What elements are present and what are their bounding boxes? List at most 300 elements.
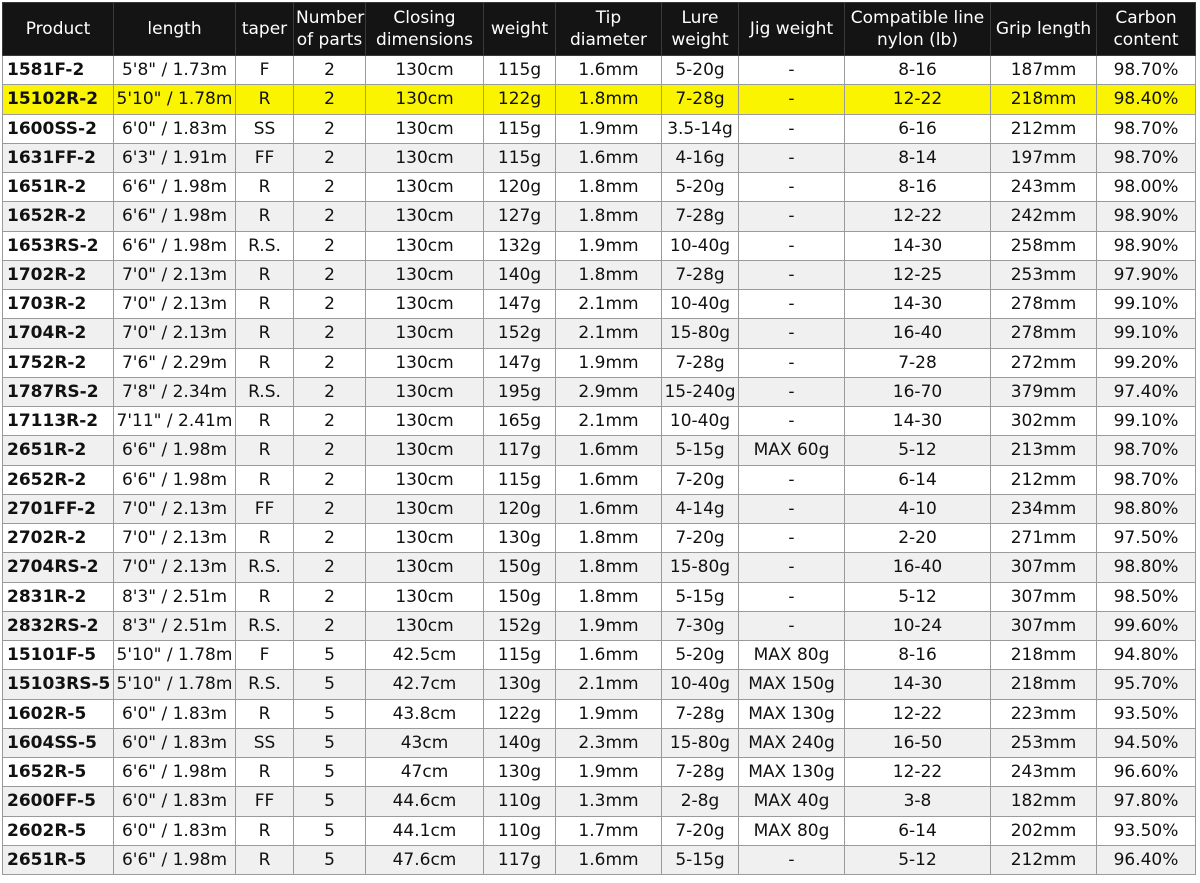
cell-lure-weight: 4-16g	[662, 143, 739, 172]
cell-taper: R	[236, 699, 294, 728]
cell-carbon-content: 97.90%	[1097, 260, 1196, 289]
cell-weight: 120g	[484, 173, 556, 202]
cell-weight: 152g	[484, 611, 556, 640]
cell-lure-weight: 5-20g	[662, 173, 739, 202]
cell-line-rating: 6-16	[845, 114, 991, 143]
cell-grip-length: 307mm	[991, 553, 1097, 582]
cell-tip-diameter: 1.6mm	[556, 143, 662, 172]
cell-parts: 2	[294, 494, 366, 523]
cell-carbon-content: 95.70%	[1097, 670, 1196, 699]
cell-jig-weight: -	[739, 202, 845, 231]
cell-carbon-content: 93.50%	[1097, 816, 1196, 845]
cell-jig-weight: -	[739, 407, 845, 436]
cell-parts: 2	[294, 465, 366, 494]
cell-tip-diameter: 1.6mm	[556, 845, 662, 874]
cell-lure-weight: 7-28g	[662, 260, 739, 289]
cell-lure-weight: 7-20g	[662, 524, 739, 553]
cell-closing-dimensions: 130cm	[366, 260, 484, 289]
cell-product: 1581F-2	[3, 56, 114, 85]
cell-line-rating: 12-22	[845, 202, 991, 231]
cell-product: 1703R-2	[3, 290, 114, 319]
table-row	[3, 260, 1196, 289]
cell-length: 6'0" / 1.83m	[114, 787, 236, 816]
cell-grip-length: 187mm	[991, 56, 1097, 85]
cell-carbon-content: 98.80%	[1097, 494, 1196, 523]
cell-jig-weight: MAX 80g	[739, 641, 845, 670]
cell-carbon-content: 98.40%	[1097, 85, 1196, 114]
cell-closing-dimensions: 130cm	[366, 202, 484, 231]
cell-tip-diameter: 1.8mm	[556, 173, 662, 202]
cell-grip-length: 302mm	[991, 407, 1097, 436]
table-row	[3, 202, 1196, 231]
cell-parts: 5	[294, 670, 366, 699]
table-row	[3, 611, 1196, 640]
cell-tip-diameter: 1.6mm	[556, 494, 662, 523]
cell-weight: 120g	[484, 494, 556, 523]
table-row	[3, 670, 1196, 699]
table-row	[3, 290, 1196, 319]
cell-tip-diameter: 2.1mm	[556, 319, 662, 348]
cell-grip-length: 379mm	[991, 377, 1097, 406]
cell-closing-dimensions: 130cm	[366, 85, 484, 114]
cell-closing-dimensions: 44.1cm	[366, 816, 484, 845]
cell-weight: 132g	[484, 231, 556, 260]
cell-jig-weight: -	[739, 348, 845, 377]
cell-parts: 5	[294, 845, 366, 874]
cell-line-rating: 8-14	[845, 143, 991, 172]
cell-carbon-content: 98.70%	[1097, 143, 1196, 172]
cell-weight: 115g	[484, 114, 556, 143]
cell-closing-dimensions: 43cm	[366, 728, 484, 757]
cell-closing-dimensions: 42.7cm	[366, 670, 484, 699]
cell-taper: F	[236, 56, 294, 85]
cell-taper: R	[236, 290, 294, 319]
cell-product: 1604SS-5	[3, 728, 114, 757]
cell-parts: 2	[294, 85, 366, 114]
header-grip-length: Grip length	[991, 3, 1097, 56]
cell-product: 15101F-5	[3, 641, 114, 670]
cell-grip-length: 223mm	[991, 699, 1097, 728]
cell-tip-diameter: 2.1mm	[556, 290, 662, 319]
cell-tip-diameter: 1.7mm	[556, 816, 662, 845]
cell-taper: FF	[236, 787, 294, 816]
cell-lure-weight: 7-28g	[662, 699, 739, 728]
cell-length: 6'0" / 1.83m	[114, 728, 236, 757]
cell-jig-weight: -	[739, 260, 845, 289]
cell-weight: 117g	[484, 845, 556, 874]
cell-length: 8'3" / 2.51m	[114, 611, 236, 640]
cell-line-rating: 14-30	[845, 231, 991, 260]
cell-jig-weight: -	[739, 56, 845, 85]
cell-jig-weight: -	[739, 845, 845, 874]
cell-line-rating: 5-12	[845, 436, 991, 465]
cell-carbon-content: 96.40%	[1097, 845, 1196, 874]
cell-tip-diameter: 1.9mm	[556, 231, 662, 260]
cell-lure-weight: 7-28g	[662, 202, 739, 231]
cell-closing-dimensions: 130cm	[366, 407, 484, 436]
cell-jig-weight: -	[739, 319, 845, 348]
cell-lure-weight: 10-40g	[662, 670, 739, 699]
cell-grip-length: 218mm	[991, 670, 1097, 699]
cell-closing-dimensions: 130cm	[366, 377, 484, 406]
cell-parts: 2	[294, 114, 366, 143]
cell-closing-dimensions: 47.6cm	[366, 845, 484, 874]
table-row	[3, 319, 1196, 348]
cell-parts: 2	[294, 407, 366, 436]
cell-length: 6'6" / 1.98m	[114, 202, 236, 231]
cell-product: 2832RS-2	[3, 611, 114, 640]
cell-carbon-content: 99.10%	[1097, 319, 1196, 348]
cell-taper: R	[236, 758, 294, 787]
cell-length: 7'0" / 2.13m	[114, 524, 236, 553]
cell-carbon-content: 93.50%	[1097, 699, 1196, 728]
cell-jig-weight: MAX 40g	[739, 787, 845, 816]
table-row	[3, 699, 1196, 728]
header-weight: weight	[484, 3, 556, 56]
cell-tip-diameter: 1.8mm	[556, 202, 662, 231]
cell-taper: R.S.	[236, 670, 294, 699]
cell-lure-weight: 5-15g	[662, 582, 739, 611]
cell-line-rating: 12-22	[845, 758, 991, 787]
cell-carbon-content: 98.80%	[1097, 553, 1196, 582]
cell-line-rating: 7-28	[845, 348, 991, 377]
cell-grip-length: 307mm	[991, 582, 1097, 611]
cell-product: 2652R-2	[3, 465, 114, 494]
cell-carbon-content: 98.70%	[1097, 436, 1196, 465]
cell-carbon-content: 99.10%	[1097, 407, 1196, 436]
cell-parts: 5	[294, 758, 366, 787]
cell-lure-weight: 7-28g	[662, 348, 739, 377]
cell-length: 6'6" / 1.98m	[114, 758, 236, 787]
cell-line-rating: 8-16	[845, 173, 991, 202]
cell-closing-dimensions: 130cm	[366, 114, 484, 143]
cell-parts: 2	[294, 524, 366, 553]
cell-carbon-content: 99.60%	[1097, 611, 1196, 640]
cell-jig-weight: -	[739, 143, 845, 172]
table-row	[3, 845, 1196, 874]
cell-parts: 5	[294, 787, 366, 816]
cell-weight: 150g	[484, 553, 556, 582]
cell-weight: 147g	[484, 290, 556, 319]
cell-carbon-content: 97.50%	[1097, 524, 1196, 553]
cell-product: 2651R-2	[3, 436, 114, 465]
cell-taper: R	[236, 348, 294, 377]
cell-product: 1602R-5	[3, 699, 114, 728]
cell-line-rating: 16-40	[845, 553, 991, 582]
header-compatible-line: Compatible line nylon (lb)	[845, 3, 991, 56]
table-row	[3, 582, 1196, 611]
cell-carbon-content: 98.00%	[1097, 173, 1196, 202]
cell-parts: 2	[294, 260, 366, 289]
cell-carbon-content: 98.90%	[1097, 202, 1196, 231]
cell-grip-length: 212mm	[991, 114, 1097, 143]
cell-jig-weight: -	[739, 465, 845, 494]
header-carbon-content: Carbon content	[1097, 3, 1196, 56]
header-length: length	[114, 3, 236, 56]
cell-lure-weight: 7-28g	[662, 758, 739, 787]
cell-closing-dimensions: 42.5cm	[366, 641, 484, 670]
cell-parts: 2	[294, 56, 366, 85]
cell-tip-diameter: 1.9mm	[556, 699, 662, 728]
cell-grip-length: 202mm	[991, 816, 1097, 845]
cell-tip-diameter: 1.8mm	[556, 553, 662, 582]
cell-jig-weight: MAX 130g	[739, 699, 845, 728]
cell-taper: R	[236, 260, 294, 289]
cell-product: 1652R-2	[3, 202, 114, 231]
table-row	[3, 407, 1196, 436]
table-row	[3, 114, 1196, 143]
cell-taper: SS	[236, 114, 294, 143]
cell-weight: 165g	[484, 407, 556, 436]
rod-spec-table	[2, 2, 1196, 875]
cell-carbon-content: 97.80%	[1097, 787, 1196, 816]
cell-lure-weight: 2-8g	[662, 787, 739, 816]
cell-length: 7'0" / 2.13m	[114, 319, 236, 348]
cell-line-rating: 14-30	[845, 407, 991, 436]
cell-product: 1752R-2	[3, 348, 114, 377]
cell-line-rating: 12-25	[845, 260, 991, 289]
table-row	[3, 728, 1196, 757]
cell-grip-length: 218mm	[991, 85, 1097, 114]
cell-lure-weight: 7-20g	[662, 465, 739, 494]
cell-taper: SS	[236, 728, 294, 757]
cell-tip-diameter: 1.9mm	[556, 348, 662, 377]
cell-lure-weight: 5-15g	[662, 436, 739, 465]
cell-taper: R.S.	[236, 377, 294, 406]
cell-length: 5'10" / 1.78m	[114, 670, 236, 699]
cell-parts: 2	[294, 611, 366, 640]
cell-lure-weight: 15-80g	[662, 553, 739, 582]
table-body	[3, 56, 1196, 875]
cell-taper: R	[236, 407, 294, 436]
header-closing-dimensions: Closing dimensions	[366, 3, 484, 56]
cell-grip-length: 182mm	[991, 787, 1097, 816]
cell-parts: 2	[294, 173, 366, 202]
cell-closing-dimensions: 43.8cm	[366, 699, 484, 728]
cell-parts: 5	[294, 728, 366, 757]
cell-jig-weight: MAX 240g	[739, 728, 845, 757]
cell-jig-weight: -	[739, 611, 845, 640]
cell-weight: 115g	[484, 143, 556, 172]
cell-parts: 2	[294, 290, 366, 319]
cell-grip-length: 197mm	[991, 143, 1097, 172]
cell-length: 7'8" / 2.34m	[114, 377, 236, 406]
cell-lure-weight: 15-80g	[662, 728, 739, 757]
cell-product: 2702R-2	[3, 524, 114, 553]
cell-weight: 130g	[484, 524, 556, 553]
table-row	[3, 348, 1196, 377]
cell-lure-weight: 5-15g	[662, 845, 739, 874]
cell-length: 8'3" / 2.51m	[114, 582, 236, 611]
cell-grip-length: 271mm	[991, 524, 1097, 553]
header-row	[3, 3, 1196, 56]
cell-lure-weight: 4-14g	[662, 494, 739, 523]
cell-tip-diameter: 1.6mm	[556, 56, 662, 85]
cell-product: 1702R-2	[3, 260, 114, 289]
table-row	[3, 377, 1196, 406]
cell-parts: 2	[294, 348, 366, 377]
cell-taper: R	[236, 85, 294, 114]
table-row	[3, 436, 1196, 465]
cell-line-rating: 5-12	[845, 845, 991, 874]
cell-weight: 195g	[484, 377, 556, 406]
cell-jig-weight: MAX 130g	[739, 758, 845, 787]
cell-parts: 2	[294, 231, 366, 260]
cell-grip-length: 212mm	[991, 465, 1097, 494]
cell-jig-weight: -	[739, 377, 845, 406]
cell-carbon-content: 94.80%	[1097, 641, 1196, 670]
cell-line-rating: 12-22	[845, 85, 991, 114]
cell-line-rating: 3-8	[845, 787, 991, 816]
cell-grip-length: 213mm	[991, 436, 1097, 465]
cell-line-rating: 14-30	[845, 290, 991, 319]
table-row	[3, 758, 1196, 787]
cell-product: 2704RS-2	[3, 553, 114, 582]
cell-length: 7'11" / 2.41m	[114, 407, 236, 436]
cell-carbon-content: 98.70%	[1097, 114, 1196, 143]
cell-parts: 2	[294, 202, 366, 231]
cell-weight: 110g	[484, 816, 556, 845]
cell-lure-weight: 7-20g	[662, 816, 739, 845]
cell-product: 15102R-2	[3, 85, 114, 114]
cell-line-rating: 5-12	[845, 582, 991, 611]
header-number-of-parts: Number of parts	[294, 3, 366, 56]
cell-closing-dimensions: 130cm	[366, 436, 484, 465]
cell-product: 1787RS-2	[3, 377, 114, 406]
cell-jig-weight: MAX 150g	[739, 670, 845, 699]
cell-tip-diameter: 1.8mm	[556, 582, 662, 611]
cell-length: 6'3" / 1.91m	[114, 143, 236, 172]
cell-parts: 2	[294, 143, 366, 172]
cell-taper: R	[236, 202, 294, 231]
cell-tip-diameter: 1.8mm	[556, 524, 662, 553]
cell-weight: 115g	[484, 56, 556, 85]
cell-tip-diameter: 1.8mm	[556, 85, 662, 114]
cell-closing-dimensions: 130cm	[366, 524, 484, 553]
cell-length: 5'8" / 1.73m	[114, 56, 236, 85]
cell-closing-dimensions: 130cm	[366, 290, 484, 319]
cell-weight: 117g	[484, 436, 556, 465]
cell-line-rating: 8-16	[845, 641, 991, 670]
cell-closing-dimensions: 130cm	[366, 319, 484, 348]
cell-grip-length: 243mm	[991, 758, 1097, 787]
cell-carbon-content: 99.10%	[1097, 290, 1196, 319]
cell-jig-weight: -	[739, 231, 845, 260]
cell-weight: 110g	[484, 787, 556, 816]
cell-grip-length: 278mm	[991, 290, 1097, 319]
table-row	[3, 173, 1196, 202]
cell-weight: 115g	[484, 641, 556, 670]
cell-parts: 2	[294, 319, 366, 348]
cell-length: 6'6" / 1.98m	[114, 436, 236, 465]
cell-length: 6'0" / 1.83m	[114, 816, 236, 845]
cell-length: 6'6" / 1.98m	[114, 845, 236, 874]
cell-jig-weight: -	[739, 494, 845, 523]
cell-lure-weight: 10-40g	[662, 407, 739, 436]
cell-grip-length: 258mm	[991, 231, 1097, 260]
cell-product: 2831R-2	[3, 582, 114, 611]
cell-tip-diameter: 1.8mm	[556, 260, 662, 289]
cell-taper: FF	[236, 143, 294, 172]
cell-carbon-content: 94.50%	[1097, 728, 1196, 757]
table-row	[3, 787, 1196, 816]
cell-lure-weight: 15-240g	[662, 377, 739, 406]
cell-product: 2600FF-5	[3, 787, 114, 816]
cell-jig-weight: -	[739, 114, 845, 143]
cell-closing-dimensions: 130cm	[366, 494, 484, 523]
cell-product: 1652R-5	[3, 758, 114, 787]
header-product: Product	[3, 3, 114, 56]
cell-closing-dimensions: 130cm	[366, 582, 484, 611]
cell-closing-dimensions: 44.6cm	[366, 787, 484, 816]
table-row	[3, 524, 1196, 553]
cell-length: 6'0" / 1.83m	[114, 114, 236, 143]
cell-jig-weight: MAX 80g	[739, 816, 845, 845]
cell-lure-weight: 7-28g	[662, 85, 739, 114]
cell-line-rating: 14-30	[845, 670, 991, 699]
cell-tip-diameter: 2.1mm	[556, 670, 662, 699]
cell-tip-diameter: 1.6mm	[556, 436, 662, 465]
cell-lure-weight: 3.5-14g	[662, 114, 739, 143]
cell-length: 5'10" / 1.78m	[114, 641, 236, 670]
cell-lure-weight: 5-20g	[662, 641, 739, 670]
cell-length: 6'0" / 1.83m	[114, 699, 236, 728]
cell-length: 6'6" / 1.98m	[114, 231, 236, 260]
cell-weight: 115g	[484, 465, 556, 494]
cell-product: 2602R-5	[3, 816, 114, 845]
cell-jig-weight: -	[739, 553, 845, 582]
cell-taper: R	[236, 319, 294, 348]
cell-carbon-content: 98.70%	[1097, 465, 1196, 494]
cell-tip-diameter: 1.9mm	[556, 611, 662, 640]
cell-jig-weight: -	[739, 524, 845, 553]
cell-tip-diameter: 1.6mm	[556, 641, 662, 670]
cell-line-rating: 2-20	[845, 524, 991, 553]
cell-carbon-content: 98.90%	[1097, 231, 1196, 260]
cell-line-rating: 10-24	[845, 611, 991, 640]
cell-closing-dimensions: 130cm	[366, 348, 484, 377]
cell-line-rating: 4-10	[845, 494, 991, 523]
cell-taper: R	[236, 173, 294, 202]
cell-taper: R	[236, 465, 294, 494]
cell-tip-diameter: 2.3mm	[556, 728, 662, 757]
header-tip-diameter: Tip diameter	[556, 3, 662, 56]
cell-lure-weight: 5-20g	[662, 56, 739, 85]
cell-taper: F	[236, 641, 294, 670]
table-row	[3, 231, 1196, 260]
cell-lure-weight: 15-80g	[662, 319, 739, 348]
cell-taper: R	[236, 524, 294, 553]
cell-jig-weight: -	[739, 582, 845, 611]
table-row	[3, 553, 1196, 582]
cell-line-rating: 6-14	[845, 465, 991, 494]
header-lure-weight: Lure weight	[662, 3, 739, 56]
cell-length: 7'0" / 2.13m	[114, 290, 236, 319]
cell-line-rating: 12-22	[845, 699, 991, 728]
table-row	[3, 56, 1196, 85]
cell-carbon-content: 99.20%	[1097, 348, 1196, 377]
cell-carbon-content: 97.40%	[1097, 377, 1196, 406]
cell-lure-weight: 7-30g	[662, 611, 739, 640]
cell-weight: 127g	[484, 202, 556, 231]
cell-closing-dimensions: 130cm	[366, 143, 484, 172]
cell-length: 7'6" / 2.29m	[114, 348, 236, 377]
cell-weight: 140g	[484, 728, 556, 757]
cell-line-rating: 16-50	[845, 728, 991, 757]
cell-taper: FF	[236, 494, 294, 523]
cell-carbon-content: 96.60%	[1097, 758, 1196, 787]
cell-grip-length: 218mm	[991, 641, 1097, 670]
